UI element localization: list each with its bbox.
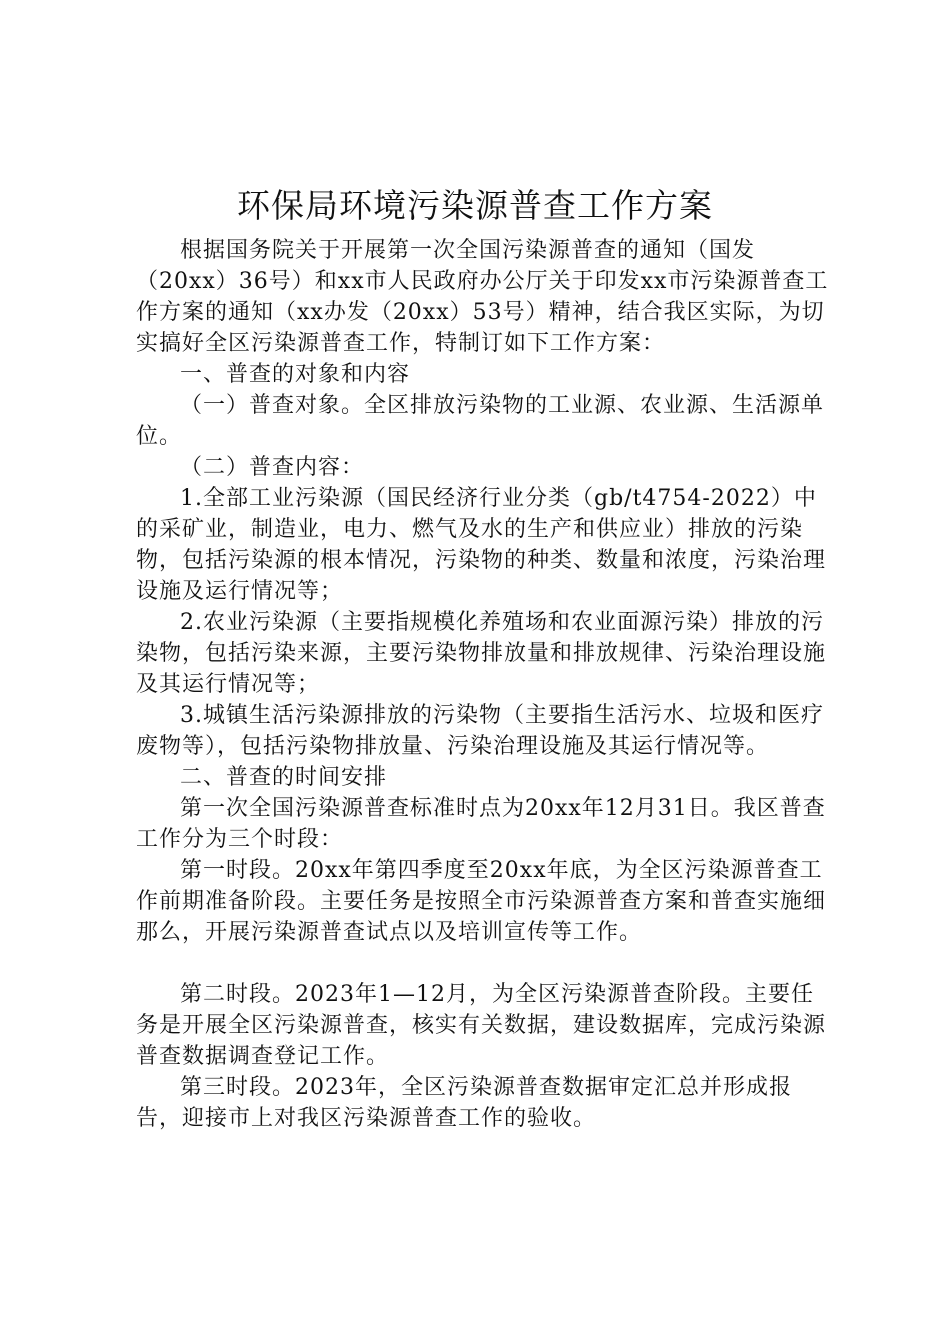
paragraph-item-urban: 3.城镇生活污染源排放的污染物（主要指生活污水、垃圾和医疗废物等），包括污染物排放量、污染治理设施及其运行情况等。: [136, 703, 824, 759]
paragraph-phase-3: 第三时段。2023年，全区污染源普查数据审定汇总并形成报告，迎接市上对我区污染源普查工作的验收。: [136, 1075, 792, 1131]
section-heading-1: 一、普查的对象和内容: [180, 362, 411, 387]
paragraph-intro: 根据国务院关于开展第一次全国污染源普查的通知（国发（20xx）36号）和xx市人民政府办公厅关于印发xx市污染源普查工作方案的通知（xx办发（20xx）53号）精神，结合我区实际，为切实搞好全区污染源普查工作，特制订如下工作方案：: [136, 238, 829, 356]
paragraph-item-agricultural: 2.农业污染源（主要指规模化养殖场和农业面源污染）排放的污染物，包括污染来源，主要污染物排放量和排放规律、污染治理设施及其运行情况等；: [136, 610, 827, 697]
paragraph-time-point: 第一次全国污染源普查标准时点为20xx年12月31日。我区普查工作分为三个时段：: [136, 796, 826, 852]
paragraph-survey-content-heading: （二）普查内容：: [180, 455, 365, 480]
document-body: [136, 235, 836, 1134]
paragraph-phase-1: 第一时段。20xx年第四季度至20xx年底，为全区污染源普查工作前期准备阶段。主要任务是按照全市污染源普查方案和普查实施细那么，开展污染源普查试点以及培训宣传等工作。: [136, 858, 827, 945]
document-title: 环保局环境污染源普查工作方案: [237, 186, 713, 225]
paragraph-item-industrial: 1.全部工业污染源（国民经济行业分类（gb/t4754-2022）中的采矿业，制造业，电力、燃气及水的生产和供应业）排放的污染物，包括污染源的根本情况，污染物的种类、数量和浓度，污染治理设施及运行情况等；: [136, 486, 827, 604]
section-heading-2: 二、普查的时间安排: [180, 765, 388, 790]
paragraph-survey-objects: （一）普查对象。全区排放污染物的工业源、农业源、生活源单位。: [136, 393, 825, 449]
paragraph-phase-2: 第二时段。2023年1—12月，为全区污染源普查阶段。主要任务是开展全区污染源普查，核实有关数据，建设数据库，完成污染源普查数据调查登记工作。: [136, 982, 827, 1069]
